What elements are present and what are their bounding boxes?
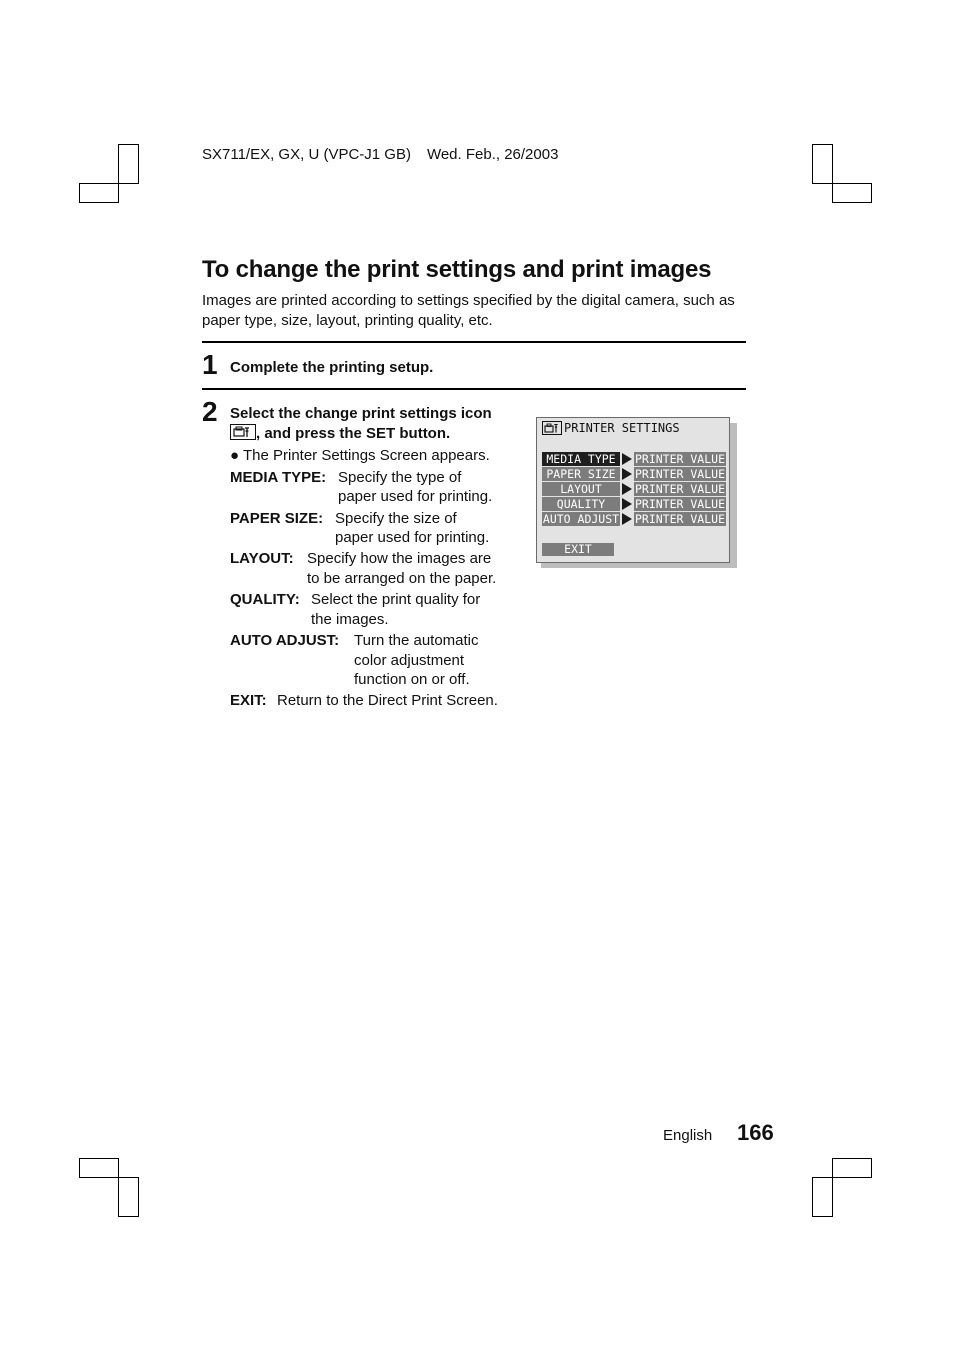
screen-row-paper-size (542, 467, 726, 482)
definition-term: EXIT: (230, 692, 267, 709)
header-model: SX711/EX, GX, U (VPC-J1 GB) (202, 146, 411, 163)
screen-row-media-type (542, 452, 726, 467)
step-1-text: Complete the printing setup. (230, 359, 434, 376)
step-2-text-line1: Select the change print settings icon (230, 405, 492, 422)
definition-desc: function on or off. (354, 671, 470, 688)
bullet-icon: ● (230, 447, 240, 464)
printer-settings-screen (536, 417, 730, 563)
screen-row-value: PRINTER VALUE (634, 512, 725, 526)
definition-desc: Return to the Direct Print Screen. (277, 692, 498, 709)
crop-mark (832, 183, 872, 203)
definition-term: PAPER SIZE: (230, 510, 324, 527)
definition-desc: Specify the type of (338, 469, 462, 486)
definition-term: AUTO ADJUST: (230, 632, 340, 649)
printer-settings-icon (542, 421, 562, 435)
step-2-text-line2 (230, 424, 450, 444)
definition-desc: color adjustment (354, 652, 465, 669)
definition-media-type (230, 468, 326, 488)
definition-desc: Turn the automatic (354, 632, 479, 649)
screen-row-label: AUTO ADJUST (542, 512, 620, 526)
screen-row-value: PRINTER VALUE (634, 467, 725, 481)
intro-paragraph: Images are printed according to settings specified by the digital camera, such as paper type, size, layout, printing quality, etc. (202, 292, 735, 329)
definition-desc: Select the print quality for (311, 591, 481, 608)
definition-term: QUALITY: (230, 591, 300, 608)
screen-title-text: PRINTER SETTINGS (564, 421, 680, 435)
definition-desc: to be arranged on the paper. (307, 570, 497, 587)
printer-settings-icon (230, 424, 256, 440)
screen-row-quality (542, 497, 726, 512)
screen-row-value: PRINTER VALUE (634, 482, 725, 496)
screen-row-label: QUALITY (542, 497, 620, 511)
bullet-text: The Printer Settings Screen appears. (242, 447, 490, 464)
definition-quality (230, 590, 300, 610)
definition-desc: Specify the size of (335, 510, 457, 527)
screen-row-value: PRINTER VALUE (634, 497, 725, 511)
definition-auto-adjust (230, 631, 339, 651)
step-1-number: 1 (202, 349, 218, 380)
crop-mark (79, 183, 119, 203)
definition-exit (230, 691, 267, 711)
screen-row-label: PAPER SIZE (542, 467, 620, 481)
step-2-number: 2 (202, 396, 218, 427)
definition-desc: paper used for printing. (338, 488, 493, 505)
definition-term: MEDIA TYPE: (230, 469, 327, 486)
arrow-right-icon (622, 468, 632, 480)
page-number: 166 (737, 1120, 774, 1145)
definition-term: LAYOUT: (230, 550, 294, 567)
definition-paper-size (230, 509, 323, 529)
step-2-text-line2-label: , and press the SET button. (256, 425, 451, 442)
screen-row-layout (542, 482, 726, 497)
screen-row-label: LAYOUT (542, 482, 620, 496)
crop-mark (79, 1158, 119, 1178)
arrow-right-icon (622, 453, 632, 465)
definition-desc: the images. (311, 611, 389, 628)
screen-title (542, 421, 680, 435)
crop-mark (118, 144, 139, 184)
doc-header (202, 146, 558, 163)
definition-desc: paper used for printing. (335, 529, 490, 546)
crop-mark (812, 1177, 833, 1217)
header-date: Wed. Feb., 26/2003 (426, 146, 559, 163)
divider (202, 388, 746, 390)
screen-row-value: PRINTER VALUE (634, 452, 725, 466)
arrow-right-icon (622, 498, 632, 510)
arrow-right-icon (622, 513, 632, 525)
screen-row-auto-adjust (542, 512, 726, 527)
page-title: To change the print settings and print images (202, 256, 712, 283)
screen-row-label: MEDIA TYPE (542, 452, 620, 466)
arrow-right-icon (622, 483, 632, 495)
footer-language: English (663, 1127, 713, 1144)
definition-layout (230, 549, 294, 569)
crop-mark (832, 1158, 872, 1178)
bullet-item (230, 446, 490, 466)
screen-exit: EXIT (542, 543, 614, 556)
crop-mark (812, 144, 833, 184)
crop-mark (118, 1177, 139, 1217)
definition-desc: Specify how the images are (307, 550, 492, 567)
divider (202, 341, 746, 343)
